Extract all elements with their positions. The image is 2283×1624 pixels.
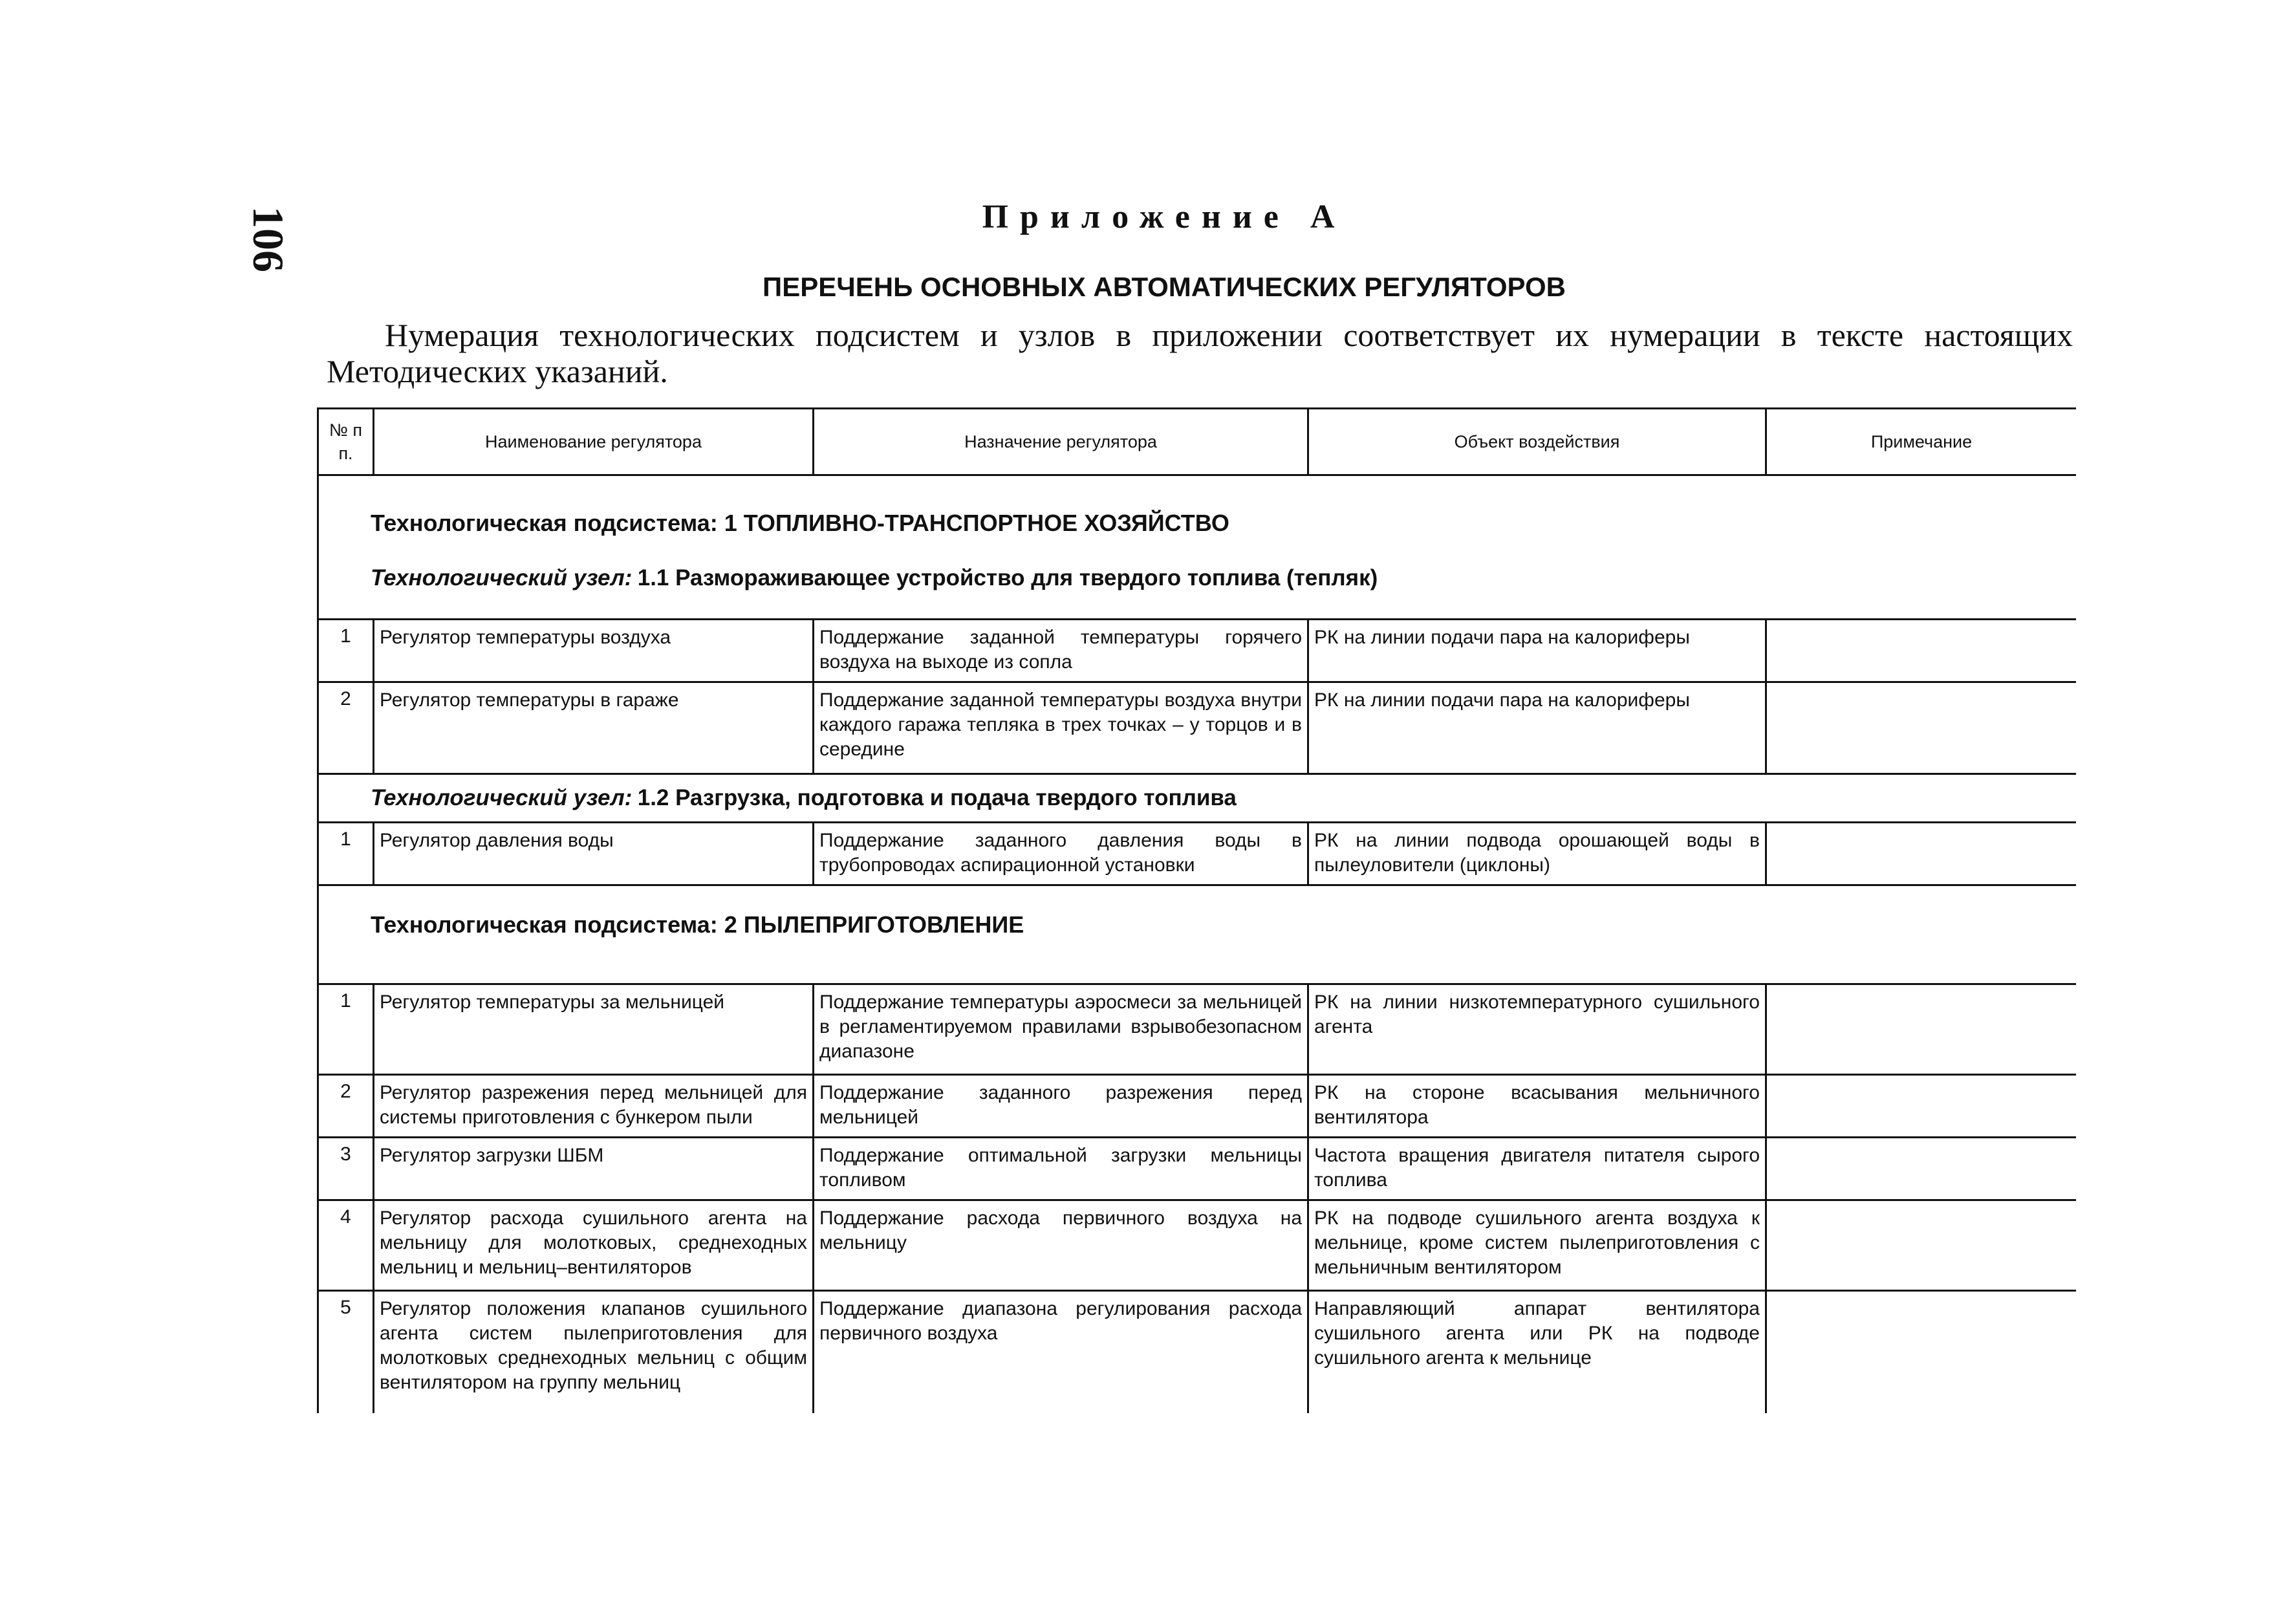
row-name: Регулятор разрежения перед мельницей для системы приготовления с бункером пыли: [374, 1075, 814, 1138]
table-header-row: [318, 409, 2077, 475]
row-num: 2: [318, 1075, 374, 1138]
intro-paragraph: Нумерация технологических подсистем и узлов в приложении соответствует их нумерации в тексте настоящих Методических указаний.: [327, 317, 2073, 389]
row-object: РК на линии подачи пара на калориферы: [1308, 620, 1766, 682]
row-name: Регулятор давления воды: [374, 823, 814, 885]
appendix-title: Приложение А: [982, 199, 1347, 235]
row-object: РК на подводе сушильного агента воздуха к мельнице, кроме систем пылеприготовления с мельничным вентилятором: [1308, 1200, 1766, 1291]
header-num: № п п.: [318, 409, 374, 475]
row-object: РК на стороне всасывания мельничного вентилятора: [1308, 1075, 1766, 1138]
regulators-table: [317, 407, 2076, 1413]
row-purpose: Поддержание расхода первичного воздуха на мельницу: [814, 1200, 1308, 1291]
row-object: РК на линии подачи пара на калориферы: [1308, 682, 1766, 774]
row-purpose: Поддержание температуры аэросмеси за мельницей в регламентируемом правилами взрывобезопасном диапазоне: [814, 984, 1308, 1075]
row-purpose: Поддержание диапазона регулирования расхода первичного воздуха: [814, 1291, 1308, 1414]
row-num: 1: [318, 823, 374, 885]
subsystem-1-row: [318, 475, 2077, 620]
row-note: [1766, 823, 2077, 885]
row-num: 4: [318, 1200, 374, 1291]
document-title: ПЕРЕЧЕНЬ ОСНОВНЫХ АВТОМАТИЧЕСКИХ РЕГУЛЯТОРОВ: [763, 272, 1566, 302]
header-note: Примечание: [1766, 409, 2077, 475]
row-num: 2: [318, 682, 374, 774]
row-purpose: Поддержание заданной температуры воздуха внутри каждого гаража тепляка в трех точках – у торцов и в середине: [814, 682, 1308, 774]
row-object: РК на линии низкотемпературного сушильного агента: [1308, 984, 1766, 1075]
row-name: Регулятор температуры воздуха: [374, 620, 814, 682]
row-object: Частота вращения двигателя питателя сырого топлива: [1308, 1138, 1766, 1200]
row-object: РК на линии подвода орошающей воды в пылеуловители (циклоны): [1308, 823, 1766, 885]
row-name: Регулятор положения клапанов сушильного агента систем пылеприготовления для молотковых среднеходных мельниц с общим вентилятором на группу мельниц: [374, 1291, 814, 1414]
page-number: 106: [244, 206, 294, 272]
node-1-1-title: 1.1 Размораживающее устройство для твердого топлива (тепляк): [637, 565, 1378, 590]
row-name: Регулятор температуры за мельницей: [374, 984, 814, 1075]
row-name: Регулятор расхода сушильного агента на мельницу для молотковых, среднеходных мельниц и мельниц–вентиляторов: [374, 1200, 814, 1291]
header-object: Объект воздействия: [1308, 409, 1766, 475]
regulators-table-container: [317, 407, 2076, 1413]
subsystem-2-title: Технологическая подсистема: 2 ПЫЛЕПРИГОТОВЛЕНИЕ: [371, 911, 1024, 938]
table-row: [318, 1075, 2077, 1138]
row-note: [1766, 1138, 2077, 1200]
subsystem-2-row: [318, 885, 2077, 984]
row-note: [1766, 682, 2077, 774]
node-1-1-heading: [371, 565, 2024, 591]
header-purpose: Назначение регулятора: [814, 409, 1308, 475]
row-name: Регулятор загрузки ШБМ: [374, 1138, 814, 1200]
table-row: [318, 682, 2077, 774]
row-purpose: Поддержание заданного разрежения перед мельницей: [814, 1075, 1308, 1138]
table-row: [318, 1291, 2077, 1414]
header-name: Наименование регулятора: [374, 409, 814, 475]
row-purpose: Поддержание оптимальной загрузки мельницы топливом: [814, 1138, 1308, 1200]
table-row: [318, 1138, 2077, 1200]
table-row: [318, 823, 2077, 885]
row-num: 5: [318, 1291, 374, 1414]
row-note: [1766, 984, 2077, 1075]
row-num: 3: [318, 1138, 374, 1200]
table-row: [318, 984, 2077, 1075]
row-note: [1766, 1075, 2077, 1138]
row-note: [1766, 1200, 2077, 1291]
row-purpose: Поддержание заданной температуры горячего воздуха на выходе из сопла: [814, 620, 1308, 682]
row-note: [1766, 620, 2077, 682]
row-note: [1766, 1291, 2077, 1414]
node-1-2-row: [318, 774, 2077, 823]
node-label: Технологический узел:: [371, 785, 633, 810]
row-object: Направляющий аппарат вентилятора сушильного агента или РК на подводе сушильного агента к мельнице: [1308, 1291, 1766, 1414]
row-purpose: Поддержание заданного давления воды в трубопроводах аспирационной установки: [814, 823, 1308, 885]
subsystem-1-title: Технологическая подсистема: 1 ТОПЛИВНО-ТРАНСПОРТНОЕ ХОЗЯЙСТВО: [371, 510, 1229, 536]
table-row: [318, 1200, 2077, 1291]
row-name: Регулятор температуры в гараже: [374, 682, 814, 774]
row-num: 1: [318, 620, 374, 682]
row-num: 1: [318, 984, 374, 1075]
node-1-2-title: 1.2 Разгрузка, подготовка и подача твердого топлива: [637, 785, 1237, 810]
table-row: [318, 620, 2077, 682]
node-label: Технологический узел:: [371, 565, 633, 590]
